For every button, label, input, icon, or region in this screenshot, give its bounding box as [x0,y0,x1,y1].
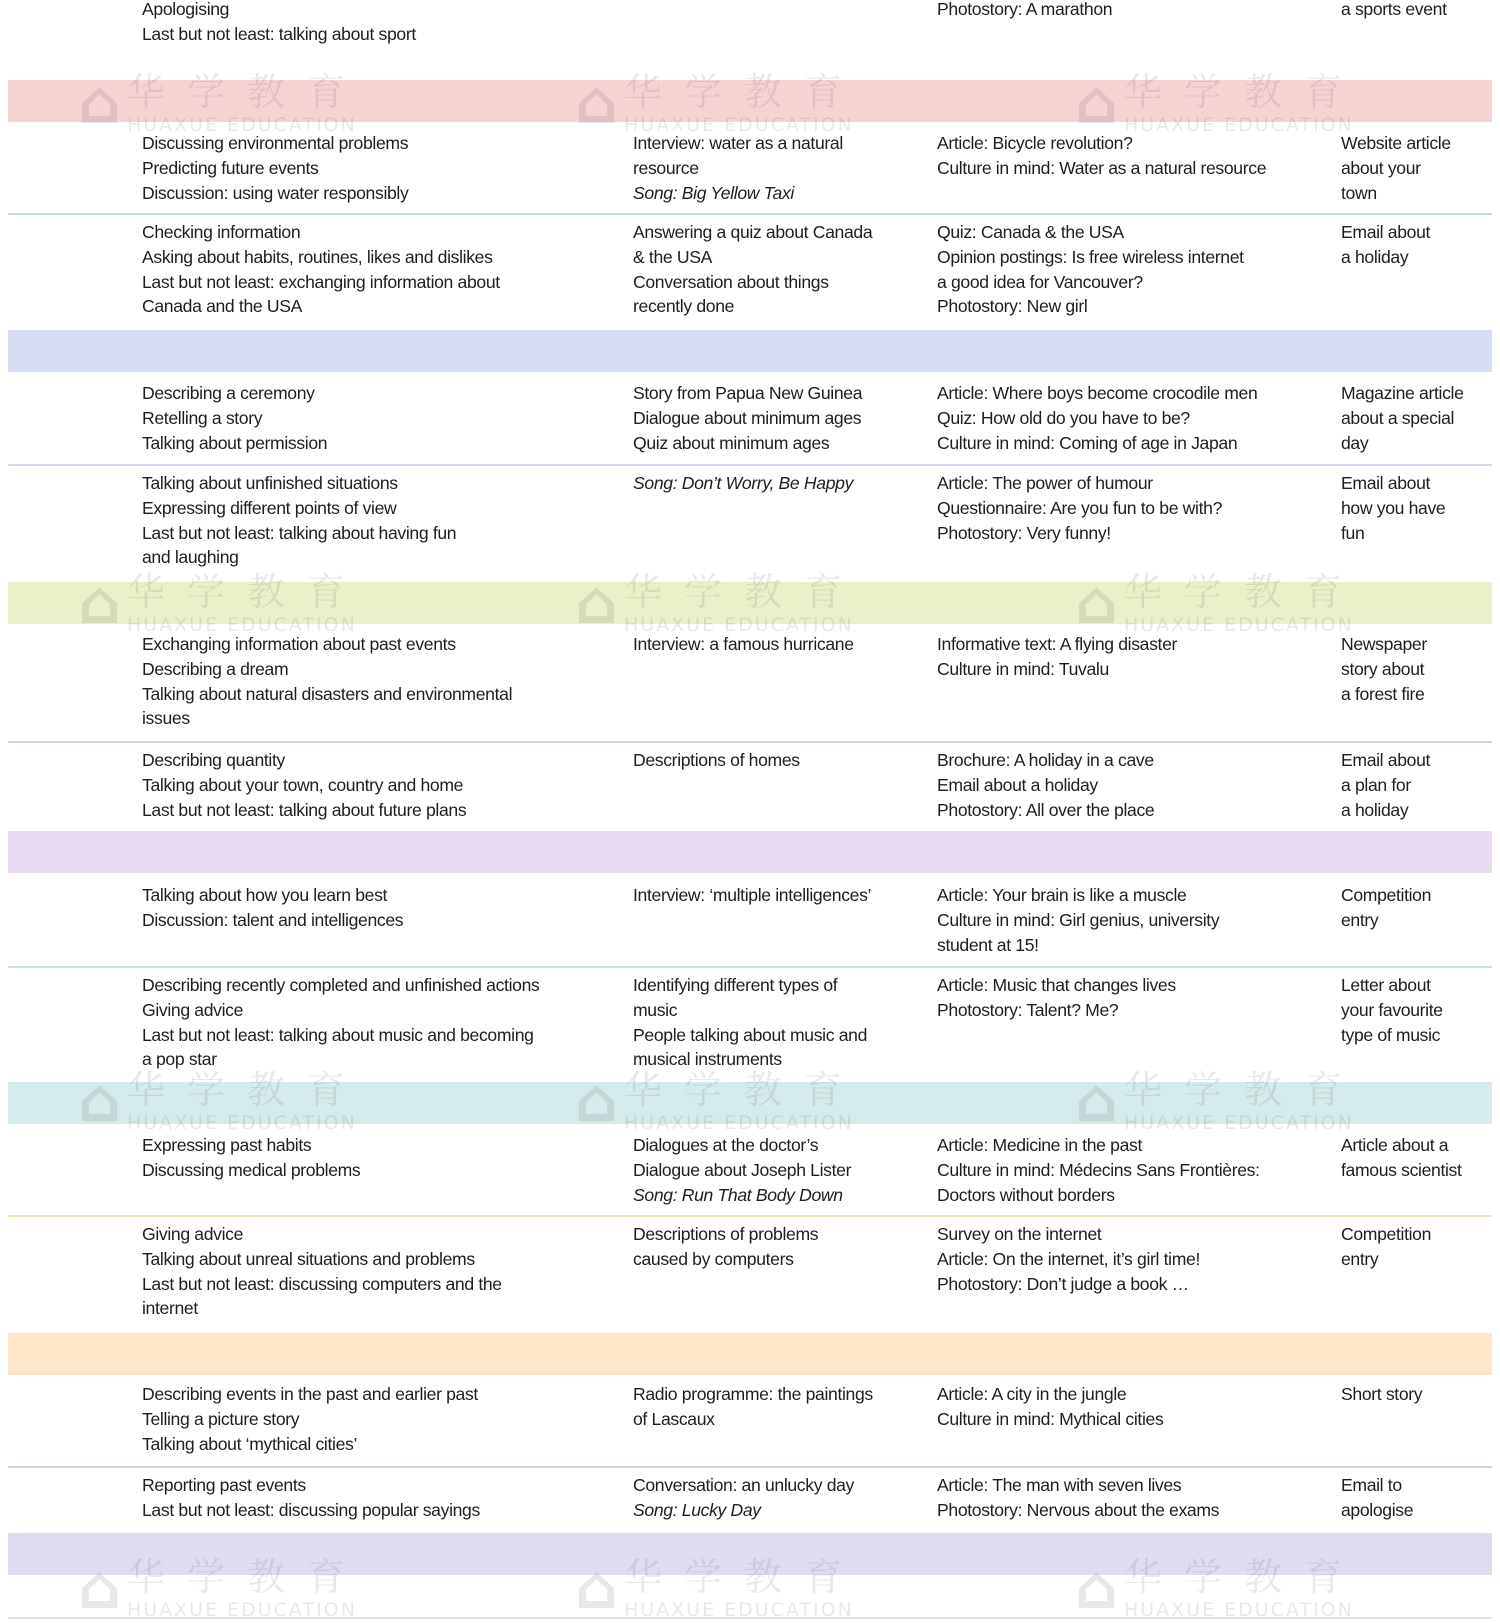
functions-line: Last but not least: talking about music and becoming [142,1024,534,1045]
watermark: ⌂ 华学教育 HUAXUE EDUCATION [1075,1553,1364,1623]
functions-line: Expressing past habits [142,1135,312,1155]
listening-cell [633,883,933,908]
unit-band-lavender [8,1533,1492,1575]
writing-line: Competition [1341,885,1432,905]
functions-line: Discussion: using water responsibly [142,182,409,203]
listening-line: Dialogues at the doctor’s [633,1135,819,1155]
reading-line: Informative text: A flying disaster [937,634,1178,654]
book-logo-icon: ⌂ [1075,1553,1118,1623]
functions-cell [142,220,622,319]
writing-line: story about [1341,658,1425,679]
reading-line: Culture in mind: Tuvalu [937,658,1109,679]
functions-cell [142,1382,622,1456]
writing-line: famous scientist [1341,1159,1462,1180]
listening-line: Identifying different types of [633,975,838,995]
writing-line: Email about [1341,222,1431,242]
functions-line: Giving advice [142,1224,244,1244]
writing-line: a plan for [1341,774,1411,795]
unit-band-yellow [8,582,1492,624]
writing-line: apologise [1341,1499,1414,1520]
functions-line: Last but not least: talking about having fun [142,522,457,543]
listening-line: People talking about music and [633,1024,868,1045]
functions-line: Discussion: talent and intelligences [142,909,404,930]
writing-line: Competition [1341,1224,1432,1244]
reading-line: Doctors without borders [937,1184,1115,1205]
listening-line: Song: Big Yellow Taxi [633,182,794,203]
functions-cell [142,131,622,205]
listening-line: Interview: water as a natural [633,133,843,153]
functions-cell [142,973,622,1072]
listening-line: Conversation: an unlucky day [633,1475,855,1495]
functions-line: Describing recently completed and unfinished actions [142,975,540,995]
functions-line: Canada and the USA [142,296,302,317]
watermark: HUAXUE EDUCATION [1075,570,1364,636]
unit-band-red [8,80,1492,122]
reading-cell [937,0,1337,22]
functions-line: Asking about habits, routines, likes and dislikes [142,246,493,267]
writing-line: a forest fire [1341,683,1425,704]
writing-cell [1341,748,1496,822]
listening-line: Descriptions of problems [633,1224,819,1244]
reading-line: Culture in mind: Médecins Sans Frontières: [937,1159,1260,1180]
row-divider [8,213,1492,215]
reading-line: Culture in mind: Coming of age in Japan [937,432,1238,453]
listening-line: Quiz about minimum ages [633,432,830,453]
functions-line: Describing a dream [142,658,289,679]
functions-line: Talking about natural disasters and environmental [142,683,513,704]
listening-cell [633,1382,933,1432]
reading-cell [937,131,1337,181]
writing-cell [1341,381,1496,455]
writing-line: Email about [1341,750,1431,770]
functions-line: Predicting future events [142,157,319,178]
functions-cell [142,748,622,822]
writing-cell [1341,973,1496,1047]
reading-cell [937,883,1337,957]
listening-cell [633,973,933,1072]
writing-cell [1341,1382,1496,1407]
functions-line: Last but not least: talking about future plans [142,799,467,820]
reading-line: Culture in mind: Water as a natural resource [937,157,1267,178]
book-logo-icon: ⌂ [575,1553,618,1623]
functions-line: Discussing environmental problems [142,133,409,153]
reading-line: Photostory: Talent? Me? [937,999,1119,1020]
watermark: HUAXUE EDUCATION [575,570,864,636]
functions-line: Talking about unfinished situations [142,473,398,493]
functions-line: a pop star [142,1049,217,1070]
functions-line: Checking information [142,222,301,242]
reading-line: a good idea for Vancouver? [937,271,1143,292]
reading-line: Quiz: How old do you have to be? [937,407,1190,428]
reading-line: Article: A city in the jungle [937,1384,1127,1404]
writing-line: type of music [1341,1024,1441,1045]
writing-cell [1341,883,1496,933]
functions-line: Telling a picture story [142,1408,300,1429]
functions-cell [142,381,622,455]
reading-cell [937,632,1337,682]
listening-cell [633,381,933,455]
writing-cell [1341,1133,1496,1183]
reading-line: Article: Where boys become crocodile men [937,383,1258,403]
reading-line: Article: On the internet, it’s girl time! [937,1248,1201,1269]
reading-cell [937,471,1337,545]
functions-line: Apologising [142,0,230,19]
listening-line: Answering a quiz about Canada [633,222,873,242]
writing-line: day [1341,432,1369,453]
book-logo-icon: ⌂ [78,1553,121,1623]
writing-line: entry [1341,1248,1379,1269]
functions-cell [142,883,622,933]
functions-line: Talking about your town, country and home [142,774,464,795]
reading-line: Article: The man with seven lives [937,1475,1182,1495]
watermark: ⌂ 华学教育 HUAXUE EDUCATION [575,1553,864,1623]
unit-band-blue [8,330,1492,372]
listening-cell [633,220,933,319]
listening-line: Song: Lucky Day [633,1499,761,1520]
writing-line: Newspaper [1341,634,1427,654]
writing-cell [1341,632,1496,706]
reading-line: Article: Music that changes lives [937,975,1176,995]
listening-cell [633,748,933,773]
reading-line: Photostory: Very funny! [937,522,1111,543]
reading-line: Quiz: Canada & the USA [937,222,1124,242]
row-divider [8,741,1492,743]
functions-line: Expressing different points of view [142,497,397,518]
reading-line: Opinion postings: Is free wireless internet [937,246,1244,267]
listening-line: Song: Don’t Worry, Be Happy [633,473,854,493]
listening-line: Interview: ‘multiple intelligences’ [633,885,872,905]
reading-cell [937,1382,1337,1432]
reading-line: Brochure: A holiday in a cave [937,750,1154,770]
reading-cell [937,381,1337,455]
writing-line: how you have [1341,497,1446,518]
listening-line: music [633,999,678,1020]
functions-cell [142,0,622,47]
functions-line: internet [142,1298,198,1319]
writing-cell [1341,220,1496,270]
listening-cell [633,471,933,496]
functions-line: Describing quantity [142,750,285,770]
functions-line: Talking about ‘mythical cities’ [142,1433,358,1454]
writing-line: Website article [1341,133,1451,153]
listening-line: recently done [633,296,735,317]
functions-line: Giving advice [142,999,244,1020]
reading-line: Article: Medicine in the past [937,1135,1142,1155]
watermark: HUAXUE EDUCATION [575,70,864,136]
listening-line: Story from Papua New Guinea [633,383,863,403]
listening-cell [633,632,933,657]
functions-cell [142,1473,622,1523]
functions-cell [142,632,622,731]
writing-line: a holiday [1341,246,1409,267]
listening-cell [633,1222,933,1272]
reading-cell [937,1473,1337,1523]
row-divider [8,1215,1492,1217]
listening-line: resource [633,157,699,178]
writing-line: Email about [1341,473,1431,493]
listening-line: & the USA [633,246,712,267]
functions-line: Last but not least: discussing computers and the [142,1273,502,1294]
functions-line: Describing events in the past and earlier past [142,1384,478,1404]
listening-line: Conversation about things [633,271,829,292]
unit-band-purple [8,831,1492,873]
writing-line: your favourite [1341,999,1443,1020]
functions-cell [142,1222,622,1321]
writing-line: town [1341,182,1377,203]
writing-line: Article about a [1341,1135,1449,1155]
reading-cell [937,973,1337,1023]
writing-cell [1341,1473,1496,1523]
writing-line: a holiday [1341,799,1409,820]
watermark: ⌂ 华学教育 HUAXUE EDUCATION [78,1553,367,1623]
functions-line: Talking about permission [142,432,328,453]
reading-line: Culture in mind: Mythical cities [937,1408,1164,1429]
functions-line: Last but not least: talking about sport [142,23,416,44]
functions-line: Last but not least: exchanging information about [142,271,500,292]
writing-line: about a special [1341,407,1455,428]
writing-line: Letter about [1341,975,1431,995]
reading-line: Photostory: All over the place [937,799,1155,820]
row-divider [8,966,1492,968]
reading-cell [937,1222,1337,1296]
reading-line: Questionnaire: Are you fun to be with? [937,497,1223,518]
reading-line: Email about a holiday [937,774,1098,795]
writing-line: about your [1341,157,1421,178]
reading-line: Culture in mind: Girl genius, university [937,909,1220,930]
reading-line: Article: Bicycle revolution? [937,133,1133,153]
reading-line: Photostory: New girl [937,296,1088,317]
listening-cell [633,1473,933,1523]
listening-cell [633,1133,933,1207]
listening-line: Dialogue about minimum ages [633,407,862,428]
functions-cell [142,1133,622,1183]
listening-cell [633,131,933,205]
functions-line: Last but not least: discussing popular sayings [142,1499,480,1520]
functions-line: Discussing medical problems [142,1159,361,1180]
reading-line: Photostory: A marathon [937,0,1113,19]
writing-line: Magazine article [1341,383,1464,403]
unit-band-orange [8,1333,1492,1375]
functions-line: issues [142,708,190,729]
listening-line: Dialogue about Joseph Lister [633,1159,852,1180]
page-bottom-rule [8,1617,1492,1619]
reading-cell [937,1133,1337,1207]
writing-cell [1341,471,1496,545]
reading-line: Photostory: Don’t judge a book … [937,1273,1189,1294]
watermark: HUAXUE EDUCATION [1075,70,1364,136]
writing-line: Email to [1341,1475,1402,1495]
functions-line: Talking about how you learn best [142,885,388,905]
reading-line: Article: The power of humour [937,473,1153,493]
row-divider [8,464,1492,466]
writing-line: fun [1341,522,1365,543]
row-divider [8,1466,1492,1468]
listening-line: Descriptions of homes [633,750,800,770]
listening-line: Interview: a famous hurricane [633,634,854,654]
functions-line: Exchanging information about past events [142,634,456,654]
functions-line: Reporting past events [142,1475,306,1495]
listening-line: musical instruments [633,1049,782,1070]
functions-cell [142,471,622,570]
reading-line: Article: Your brain is like a muscle [937,885,1187,905]
reading-line: Survey on the internet [937,1224,1102,1244]
writing-cell [1341,131,1496,205]
unit-band-teal [8,1082,1492,1124]
reading-line: Photostory: Nervous about the exams [937,1499,1220,1520]
writing-cell [1341,0,1496,22]
reading-cell [937,748,1337,822]
writing-cell [1341,1222,1496,1272]
functions-line: and laughing [142,547,239,568]
listening-line: caused by computers [633,1248,794,1269]
writing-line: entry [1341,909,1379,930]
writing-line: a sports event [1341,0,1447,19]
watermark: HUAXUE EDUCATION [78,570,367,636]
watermark: HUAXUE EDUCATION [78,70,367,136]
listening-line: Radio programme: the paintings [633,1384,873,1404]
listening-line: of Lascaux [633,1408,715,1429]
functions-line: Talking about unreal situations and problems [142,1248,475,1269]
writing-line: Short story [1341,1384,1423,1404]
functions-line: Retelling a story [142,407,263,428]
functions-line: Describing a ceremony [142,383,315,403]
reading-cell [937,220,1337,319]
listening-line: Song: Run That Body Down [633,1184,843,1205]
reading-line: student at 15! [937,934,1039,955]
